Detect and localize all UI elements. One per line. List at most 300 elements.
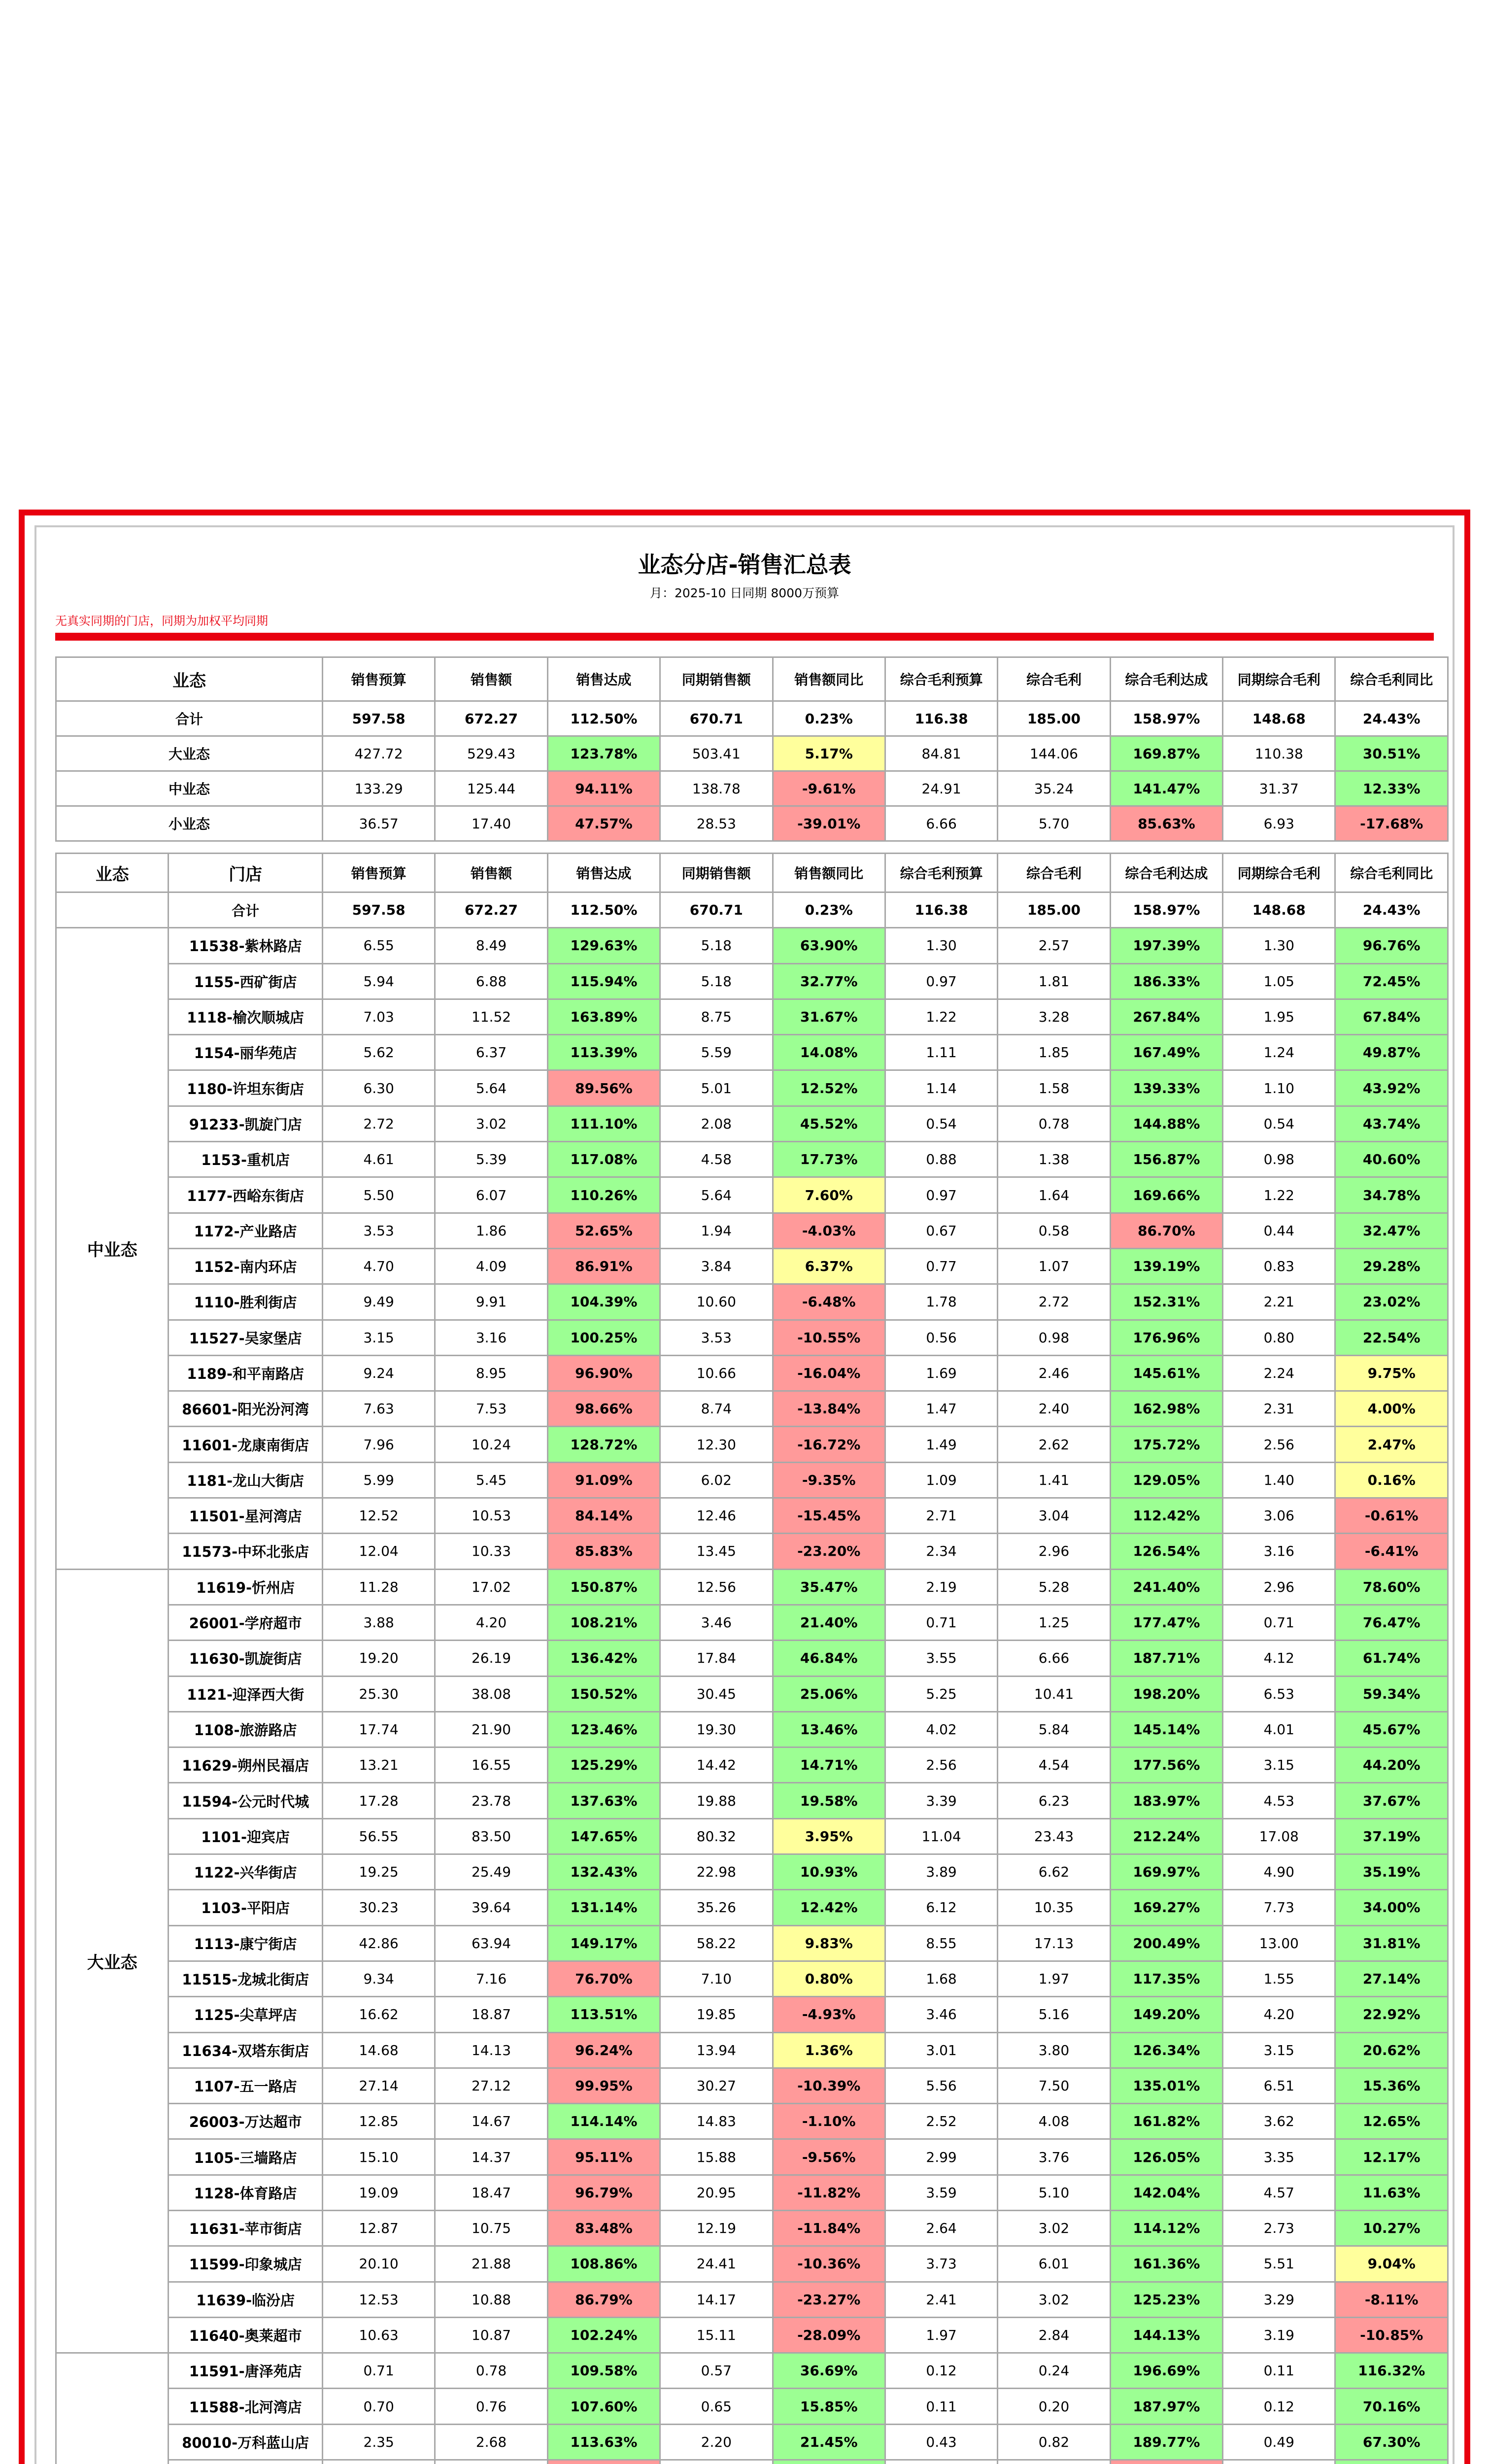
table-cell: 3.28 (998, 999, 1110, 1034)
table-cell: 14.68 (322, 2032, 435, 2068)
table-cell: 1.40 (1223, 1462, 1335, 1498)
table-cell: 126.34% (1110, 2032, 1222, 2068)
table-cell: -23.20% (773, 1534, 885, 1569)
table-cell: 167.49% (1110, 1035, 1222, 1070)
table-row (56, 1534, 1448, 1569)
table-cell: 2.24 (1223, 1355, 1335, 1391)
table-cell: 148.68 (1223, 892, 1335, 928)
table-cell: 200.49% (1110, 1925, 1222, 1961)
table-row (56, 2175, 1448, 2210)
table-cell: 2.96 (998, 1534, 1110, 1569)
table-cell: 19.88 (660, 1783, 773, 1818)
store-name: 11639-临汾店 (169, 2282, 323, 2317)
table-cell: 2.73 (1223, 2210, 1335, 2246)
table-cell (885, 2460, 997, 2464)
table-cell: 72.45% (1335, 963, 1448, 999)
table-cell: 12.53 (322, 2282, 435, 2317)
table-cell: 10.63 (322, 2317, 435, 2353)
table-cell: 0.71 (1223, 1605, 1335, 1640)
column-header: 同期销售额 (660, 854, 773, 892)
table-row (56, 1248, 1448, 1284)
table-cell: 3.53 (322, 1213, 435, 1248)
column-header: 销售额同比 (773, 854, 885, 892)
table-cell: 0.23% (773, 701, 885, 736)
table-cell: 2.99 (885, 2139, 997, 2175)
table-cell: 2.35 (322, 2424, 435, 2460)
table-cell: 147.65% (547, 1818, 660, 1854)
table-cell: 11.28 (322, 1569, 435, 1605)
table-cell: 1.38 (998, 1142, 1110, 1177)
table-cell: 110.38 (1223, 736, 1335, 771)
table-cell: 12.17% (1335, 2139, 1448, 2175)
table-row (56, 1890, 1448, 1925)
table-cell: 126.05% (1110, 2139, 1222, 2175)
table-row (56, 1035, 1448, 1070)
report-frame (19, 510, 1470, 2464)
table-cell: 2.56 (885, 1747, 997, 1783)
table-cell: 189.77% (1110, 2424, 1222, 2460)
table-cell: 1.85 (998, 1035, 1110, 1070)
table-cell: 0.71 (322, 2353, 435, 2389)
table-cell: 169.27% (1110, 1890, 1222, 1925)
table-cell: 13.45 (660, 1534, 773, 1569)
store-name: 11527-吴家堡店 (169, 1320, 323, 1355)
table-row (56, 1142, 1448, 1177)
table-cell: 6.93 (1223, 806, 1335, 841)
table-cell: 15.88 (660, 2139, 773, 2175)
table-cell: 29.28% (1335, 1248, 1448, 1284)
table-cell: 267.84% (1110, 999, 1222, 1034)
table-cell: 5.17% (773, 736, 885, 771)
table-cell: 1.49 (885, 1427, 997, 1462)
table-cell: -11.82% (773, 2175, 885, 2210)
table-cell: 5.51 (1223, 2246, 1335, 2282)
table-cell: 161.82% (1110, 2104, 1222, 2139)
table-cell: 11.04 (885, 1818, 997, 1854)
table-cell: 36.57 (322, 806, 435, 841)
table-cell: 1.55 (1223, 1961, 1335, 1996)
table-cell: 0.24 (998, 2353, 1110, 2389)
table-cell: 37.67% (1335, 1783, 1448, 1818)
table-cell: 86.70% (1110, 1213, 1222, 1248)
table-cell: 17.13 (998, 1925, 1110, 1961)
table-cell: 85.63% (1110, 806, 1222, 841)
table-cell: 4.20 (435, 1605, 547, 1640)
store-name: 1107-五一路店 (169, 2068, 323, 2103)
table-cell: 63.90% (773, 928, 885, 963)
table-cell: 2.31 (1223, 1391, 1335, 1427)
table-cell: 6.02 (660, 1462, 773, 1498)
table-cell: 2.19 (885, 1569, 997, 1605)
store-name: 1181-龙山大街店 (169, 1462, 323, 1498)
table-cell: 108.21% (547, 1605, 660, 1640)
table-cell: 7.60% (773, 1177, 885, 1213)
table-cell: 1.69 (885, 1355, 997, 1391)
table-cell: 8.49 (435, 928, 547, 963)
store-name: 1189-和平南路店 (169, 1355, 323, 1391)
table-cell: 2.62 (998, 1427, 1110, 1462)
table-cell: 1.11 (885, 1035, 997, 1070)
table-cell: 14.13 (435, 2032, 547, 2068)
table-cell: 0.70 (322, 2389, 435, 2424)
table-row (56, 963, 1448, 999)
store-name: 1180-许坦东街店 (169, 1070, 323, 1106)
table-cell: 8.95 (435, 1355, 547, 1391)
table-cell: -10.55% (773, 1320, 885, 1355)
table-cell: 43.92% (1335, 1070, 1448, 1106)
table-cell: 2.56 (1223, 1427, 1335, 1462)
table-cell: 6.66 (998, 1641, 1110, 1676)
table-cell: 63.94 (435, 1925, 547, 1961)
table-row (56, 2424, 1448, 2460)
table-cell: 8.75 (660, 999, 773, 1034)
table-cell: 32.77% (773, 963, 885, 999)
table-cell: -4.03% (773, 1213, 885, 1248)
table-cell: 5.50 (322, 1177, 435, 1213)
table-cell: 21.45% (773, 2424, 885, 2460)
table-cell: 5.99 (322, 1462, 435, 1498)
table-cell: 187.97% (1110, 2389, 1222, 2424)
table-cell: 0.80 (1223, 1320, 1335, 1355)
table-cell: 46.84% (773, 1641, 885, 1676)
table-cell: 12.33% (1335, 771, 1448, 806)
table-cell: 116.38 (885, 892, 997, 928)
table-cell: 6.53 (1223, 1676, 1335, 1711)
table-cell: 4.53 (1223, 1783, 1335, 1818)
table-cell: 241.40% (1110, 1569, 1222, 1605)
table-row (56, 2389, 1448, 2424)
table-row (56, 2210, 1448, 2246)
table-cell: 13.00 (1223, 1925, 1335, 1961)
table-cell: 196.69% (1110, 2353, 1222, 2389)
table-cell: 0.98 (998, 1320, 1110, 1355)
table-cell: 6.01 (998, 2246, 1110, 2282)
store-name: 11629-朔州民福店 (169, 1747, 323, 1783)
table-cell: -23.27% (773, 2282, 885, 2317)
table-cell: 10.41 (998, 1676, 1110, 1711)
table-cell: 17.02 (435, 1569, 547, 1605)
table-cell: 7.16 (435, 1961, 547, 1996)
table-cell: 670.71 (660, 701, 773, 736)
report-container (34, 525, 1455, 2464)
table-cell: 96.90% (547, 1355, 660, 1391)
table-cell: 0.58 (998, 1213, 1110, 1248)
table-cell: 15.36% (1335, 2068, 1448, 2103)
table-cell: -17.68% (1335, 806, 1448, 841)
column-header: 综合毛利同比 (1335, 657, 1448, 701)
table-cell: 3.15 (322, 1320, 435, 1355)
table-cell (1335, 2460, 1448, 2464)
store-name: 11515-龙城北街店 (169, 1961, 323, 1996)
store-name: 1101-迎宾店 (169, 1818, 323, 1854)
table-cell: 5.01 (660, 1070, 773, 1106)
table-row (56, 1711, 1448, 1747)
table-cell: 2.96 (1223, 1569, 1335, 1605)
summary-row (56, 806, 1448, 841)
table-cell: 3.76 (998, 2139, 1110, 2175)
store-name: 11619-忻州店 (169, 1569, 323, 1605)
table-cell: 76.47% (1335, 1605, 1448, 1640)
table-cell: 1.47 (885, 1391, 997, 1427)
table-cell: 2.46 (998, 1355, 1110, 1391)
table-cell: 3.16 (1223, 1534, 1335, 1569)
table-cell: 0.76 (435, 2389, 547, 2424)
table-cell: 9.34 (322, 1961, 435, 1996)
table-cell: 67.30% (1335, 2424, 1448, 2460)
table-cell: 56.55 (322, 1818, 435, 1854)
column-header: 同期综合毛利 (1223, 854, 1335, 892)
table-row (56, 1641, 1448, 1676)
table-cell: 142.04% (1110, 2175, 1222, 2210)
table-cell: 1.25 (998, 1605, 1110, 1640)
table-cell: 0.11 (1223, 2353, 1335, 2389)
table-cell: 158.97% (1110, 701, 1222, 736)
table-cell: 6.62 (998, 1854, 1110, 1890)
table-row (56, 1997, 1448, 2032)
table-cell: 2.21 (1223, 1284, 1335, 1320)
store-name: 86601-阳光汾河湾 (169, 1391, 323, 1427)
table-cell: 17.40 (435, 806, 547, 841)
table-cell: 86.91% (547, 1248, 660, 1284)
table-cell: 2.71 (885, 1498, 997, 1534)
table-cell: 35.26 (660, 1890, 773, 1925)
store-name: 11591-唐泽苑店 (169, 2353, 323, 2389)
table-cell: 2.40 (998, 1391, 1110, 1427)
table-cell: 529.43 (435, 736, 547, 771)
column-header: 同期销售额 (660, 657, 773, 701)
table-cell: 36.69% (773, 2353, 885, 2389)
table-row (56, 1391, 1448, 1427)
table-cell: 138.78 (660, 771, 773, 806)
table-cell: 2.41 (885, 2282, 997, 2317)
table-cell: 94.11% (547, 771, 660, 806)
table-cell: 2.64 (885, 2210, 997, 2246)
store-name: 1125-尖草坪店 (169, 1997, 323, 2032)
table-cell: 116.32% (1335, 2353, 1448, 2389)
table-row (56, 1818, 1448, 1854)
table-cell: 35.19% (1335, 1854, 1448, 1890)
table-cell: 4.09 (435, 1248, 547, 1284)
table-row (56, 1854, 1448, 1890)
table-cell: 1.97 (998, 1961, 1110, 1996)
store-name: 11588-北河湾店 (169, 2389, 323, 2424)
table-row (56, 1925, 1448, 1961)
table-cell: 43.74% (1335, 1106, 1448, 1141)
store-name: 11631-苹市街店 (169, 2210, 323, 2246)
table-cell: 117.08% (547, 1142, 660, 1177)
table-cell: 24.91 (885, 771, 997, 806)
table-cell (547, 2460, 660, 2464)
total-row (56, 892, 1448, 928)
table-cell: 1.05 (1223, 963, 1335, 999)
table-cell: 5.70 (998, 806, 1110, 841)
table-cell: 0.12 (1223, 2389, 1335, 2424)
table-cell: 12.04 (322, 1534, 435, 1569)
table-cell: 10.27% (1335, 2210, 1448, 2246)
table-cell: 2.08 (660, 1106, 773, 1141)
table-cell: 3.39 (885, 1783, 997, 1818)
table-cell: 4.54 (998, 1747, 1110, 1783)
table-cell: 25.49 (435, 1854, 547, 1890)
table-cell: 108.86% (547, 2246, 660, 2282)
table-cell: 15.11 (660, 2317, 773, 2353)
table-cell: 0.20 (998, 2389, 1110, 2424)
table-cell: 35.47% (773, 1569, 885, 1605)
table-cell: 1.22 (885, 999, 997, 1034)
table-cell: 2.84 (998, 2317, 1110, 2353)
table-cell: 0.82 (998, 2424, 1110, 2460)
table-cell: 1.97 (885, 2317, 997, 2353)
table-cell: 20.10 (322, 2246, 435, 2282)
table-cell: 187.71% (1110, 1641, 1222, 1676)
table-cell: 6.55 (322, 928, 435, 963)
table-cell: 17.08 (1223, 1818, 1335, 1854)
table-cell: 150.87% (547, 1569, 660, 1605)
store-table (55, 853, 1449, 2464)
table-cell: 3.06 (1223, 1498, 1335, 1534)
table-cell: 12.56 (660, 1569, 773, 1605)
table-row (56, 2139, 1448, 2175)
table-cell: 1.10 (1223, 1070, 1335, 1106)
table-cell: 149.20% (1110, 1997, 1222, 2032)
table-row (56, 1177, 1448, 1213)
table-cell (1223, 2460, 1335, 2464)
group-label: 中业态 (56, 928, 169, 1569)
table-cell: -16.72% (773, 1427, 885, 1462)
table-cell: 35.24 (998, 771, 1110, 806)
table-cell: 0.57 (660, 2353, 773, 2389)
table-row (56, 2353, 1448, 2389)
table-cell: 112.50% (547, 892, 660, 928)
table-cell: 111.10% (547, 1106, 660, 1141)
table-cell: 6.23 (998, 1783, 1110, 1818)
table-cell: -10.85% (1335, 2317, 1448, 2353)
table-cell: 10.53 (435, 1498, 547, 1534)
table-row (56, 2068, 1448, 2103)
column-header: 综合毛利 (998, 854, 1110, 892)
table-cell: 6.12 (885, 1890, 997, 1925)
store-name: 80010-万科蓝山店 (169, 2424, 323, 2460)
column-header: 销售达成 (547, 657, 660, 701)
table-cell: 45.52% (773, 1106, 885, 1141)
table-cell: 14.71% (773, 1747, 885, 1783)
table-cell: -9.61% (773, 771, 885, 806)
table-cell: 1.81 (998, 963, 1110, 999)
table-cell: 9.75% (1335, 1355, 1448, 1391)
table-cell: 7.03 (322, 999, 435, 1034)
table-cell: 31.81% (1335, 1925, 1448, 1961)
table-cell: 4.08 (998, 2104, 1110, 2139)
table-cell: 0.23% (773, 892, 885, 928)
table-cell: 30.45 (660, 1676, 773, 1711)
store-name: 91233-凯旋门店 (169, 1106, 323, 1141)
table-row (56, 1427, 1448, 1462)
table-cell: 115.94% (547, 963, 660, 999)
table-cell: 3.04 (998, 1498, 1110, 1534)
table-cell: 1.64 (998, 1177, 1110, 1213)
table-cell: 427.72 (322, 736, 435, 771)
table-row (56, 2317, 1448, 2353)
table-cell: -13.84% (773, 1391, 885, 1427)
table-cell: 18.47 (435, 2175, 547, 2210)
table-cell: 10.24 (435, 1427, 547, 1462)
table-cell: 12.52 (322, 1498, 435, 1534)
table-cell: 78.60% (1335, 1569, 1448, 1605)
table-cell: 30.51% (1335, 736, 1448, 771)
table-cell: 152.31% (1110, 1284, 1222, 1320)
table-cell: 8.74 (660, 1391, 773, 1427)
table-cell: 185.00 (998, 701, 1110, 736)
table-row (56, 1355, 1448, 1391)
table-cell: 597.58 (322, 892, 435, 928)
table-cell: 10.66 (660, 1355, 773, 1391)
table-cell: 12.85 (322, 2104, 435, 2139)
table-cell: 21.88 (435, 2246, 547, 2282)
table-cell: 22.54% (1335, 1320, 1448, 1355)
table-cell: 99.95% (547, 2068, 660, 2103)
table-cell: 11.63% (1335, 2175, 1448, 2210)
report-title: 业态分店-销售汇总表 (638, 551, 851, 578)
table-row (56, 1320, 1448, 1355)
table-cell: 3.73 (885, 2246, 997, 2282)
table-cell: 10.93% (773, 1854, 885, 1890)
table-cell: 2.72 (998, 1284, 1110, 1320)
table-cell: 2.57 (998, 928, 1110, 963)
table-cell: 19.58% (773, 1783, 885, 1818)
table-cell: 9.24 (322, 1355, 435, 1391)
table-cell: 145.61% (1110, 1355, 1222, 1391)
table-cell: 8.55 (885, 1925, 997, 1961)
table-cell: 1.09 (885, 1462, 997, 1498)
category-label: 合计 (56, 701, 323, 736)
store-name: 11630-凯旋街店 (169, 1641, 323, 1676)
table-cell: 10.33 (435, 1534, 547, 1569)
table-cell: 3.01 (885, 2032, 997, 2068)
table-cell: 0.88 (885, 1142, 997, 1177)
category-label: 小业态 (56, 806, 323, 841)
table-cell: 59.34% (1335, 1676, 1448, 1711)
table-cell: 23.02% (1335, 1284, 1448, 1320)
table-cell: 45.67% (1335, 1711, 1448, 1747)
table-cell: 5.64 (435, 1070, 547, 1106)
table-cell: 4.12 (1223, 1641, 1335, 1676)
table-cell: 28.53 (660, 806, 773, 841)
table-cell: 7.63 (322, 1391, 435, 1427)
table-cell: 14.67 (435, 2104, 547, 2139)
table-cell: 83.50 (435, 1818, 547, 1854)
table-cell: 6.30 (322, 1070, 435, 1106)
table-cell: 132.43% (547, 1854, 660, 1890)
table-cell: 3.53 (660, 1320, 773, 1355)
table-cell: 3.15 (1223, 1747, 1335, 1783)
table-cell: 3.16 (435, 1320, 547, 1355)
table-cell: 129.63% (547, 928, 660, 963)
store-name: 1110-胜利街店 (169, 1284, 323, 1320)
table-cell (773, 2460, 885, 2464)
column-header: 业态 (56, 854, 169, 892)
table-cell: -8.11% (1335, 2282, 1448, 2317)
table-cell: 5.45 (435, 1462, 547, 1498)
table-cell: 98.66% (547, 1391, 660, 1427)
table-cell: 177.56% (1110, 1747, 1222, 1783)
table-cell: -0.61% (1335, 1498, 1448, 1534)
table-cell: 5.59 (660, 1035, 773, 1070)
table-cell: 3.29 (1223, 2282, 1335, 2317)
table-cell: 503.41 (660, 736, 773, 771)
table-cell: 163.89% (547, 999, 660, 1034)
table-cell: 123.78% (547, 736, 660, 771)
table-cell: 110.26% (547, 1177, 660, 1213)
